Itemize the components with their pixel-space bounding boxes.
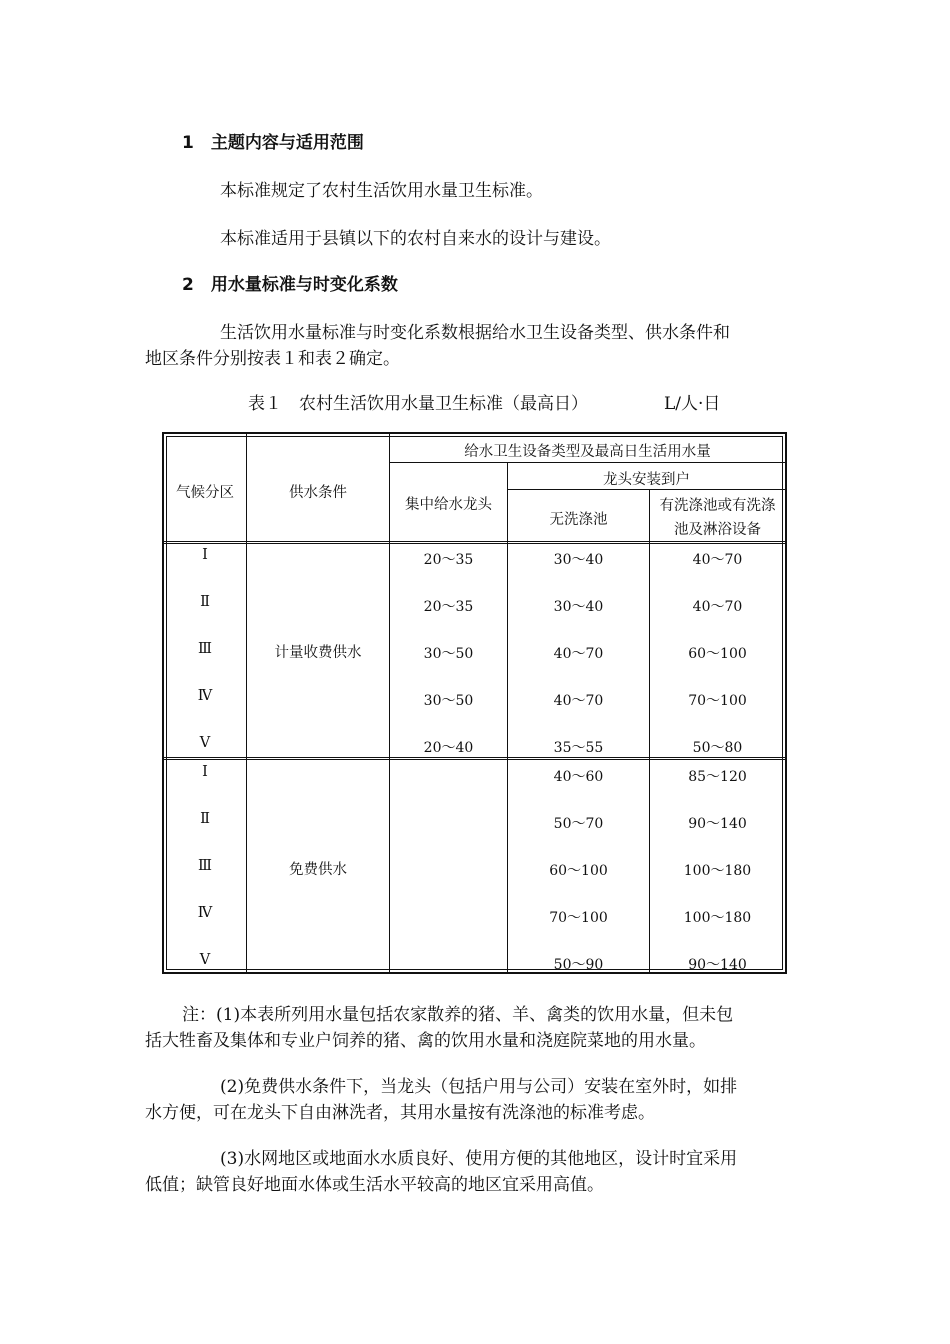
header-equipment-group: 给水卫生设备类型及最高日生活用水量 — [464, 444, 711, 460]
table-hline — [164, 757, 785, 758]
group-2-supply: 免费供水 — [289, 862, 347, 878]
header-climate-zone: 气候分区 — [176, 485, 234, 501]
no-sink-cell: 35～55 — [553, 740, 604, 756]
section-2-paragraph-line-2: 地区条件分别按表１和表２确定。 — [145, 349, 400, 369]
table-unit: L/人·日 — [664, 394, 721, 414]
table-hline — [164, 541, 785, 542]
no-sink-cell: 40～60 — [553, 769, 604, 785]
note-2-line-2: 水方便，可在龙头下自由淋洗者，其用水量按有洗涤池的标准考虑。 — [145, 1103, 655, 1123]
table-hline — [507, 489, 785, 490]
central-tap-cell: 30～50 — [423, 646, 474, 662]
zone-cell: Ⅰ — [202, 764, 208, 780]
with-sink-cell: 90～140 — [688, 816, 747, 832]
central-tap-cell: 20～40 — [423, 740, 474, 756]
no-sink-cell: 30～40 — [553, 599, 604, 615]
zone-cell: Ⅴ — [199, 952, 211, 968]
central-tap-cell: 20～35 — [423, 552, 474, 568]
section-1-paragraph-1: 本标准规定了农村生活饮用水量卫生标准。 — [220, 181, 543, 201]
section-1-heading: 1 主题内容与适用范围 — [182, 133, 364, 153]
zone-cell: Ⅲ — [198, 641, 212, 657]
table-vline — [507, 462, 508, 972]
with-sink-cell: 85～120 — [688, 769, 747, 785]
with-sink-cell: 100～180 — [683, 863, 752, 879]
no-sink-cell: 40～70 — [553, 646, 604, 662]
zone-cell: Ⅴ — [199, 735, 211, 751]
table-hline — [164, 759, 785, 760]
note-3-line-1: (3)水网地区或地面水水质良好、使用方便的其他地区，设计时宜采用 — [220, 1149, 738, 1169]
with-sink-cell: 100～180 — [683, 910, 752, 926]
zone-cell: Ⅲ — [198, 858, 212, 874]
section-2-heading: 2 用水量标准与时变化系数 — [182, 275, 398, 295]
section-2-paragraph-line-1: 生活饮用水量标准与时变化系数根据给水卫生设备类型、供水条件和 — [220, 323, 730, 343]
group-1-supply: 计量收费供水 — [274, 645, 362, 661]
header-no-sink: 无洗涤池 — [549, 512, 608, 528]
zone-cell: Ⅳ — [197, 688, 213, 704]
no-sink-cell: 40～70 — [553, 693, 604, 709]
zone-cell: Ⅱ — [200, 811, 210, 827]
header-supply-condition: 供水条件 — [289, 485, 347, 501]
table-caption: 表１ 农村生活饮用水量卫生标准（最高日） — [248, 394, 588, 414]
with-sink-cell: 50～80 — [692, 740, 743, 756]
no-sink-cell: 70～100 — [549, 910, 608, 926]
zone-cell: Ⅰ — [202, 547, 208, 563]
note-1-line-1: 注：(1)本表所列用水量包括农家散养的猪、羊、禽类的饮用水量，但未包 — [182, 1005, 734, 1025]
water-standard-table — [162, 432, 787, 974]
with-sink-cell: 90～140 — [688, 957, 747, 973]
table-vline — [246, 434, 247, 972]
with-sink-cell: 40～70 — [692, 599, 743, 615]
zone-cell: Ⅳ — [197, 905, 213, 921]
header-with-sink-line-2: 池及淋浴设备 — [674, 522, 761, 538]
no-sink-cell: 50～90 — [553, 957, 604, 973]
no-sink-cell: 60～100 — [549, 863, 608, 879]
table-hline — [164, 543, 785, 544]
with-sink-cell: 60～100 — [688, 646, 747, 662]
note-3-line-2: 低值；缺管良好地面水体或生活水平较高的地区宜采用高值。 — [145, 1175, 604, 1195]
note-2-line-1: (2)免费供水条件下，当龙头（包括户用与公司）安装在室外时，如排 — [220, 1077, 738, 1097]
note-1-line-2: 括大牲畜及集体和专业户饲养的猪、禽的饮用水量和浇庭院菜地的用水量。 — [145, 1031, 706, 1051]
with-sink-cell: 70～100 — [688, 693, 747, 709]
section-1-paragraph-2: 本标准适用于县镇以下的农村自来水的设计与建设。 — [220, 229, 611, 249]
header-with-sink-line-1: 有洗涤池或有洗涤 — [659, 498, 776, 514]
no-sink-cell: 30～40 — [553, 552, 604, 568]
with-sink-cell: 40～70 — [692, 552, 743, 568]
central-tap-cell: 30～50 — [423, 693, 474, 709]
header-central-tap: 集中给水龙头 — [405, 497, 492, 513]
table-hline — [389, 462, 785, 463]
zone-cell: Ⅱ — [200, 594, 210, 610]
no-sink-cell: 50～70 — [553, 816, 604, 832]
central-tap-cell: 20～35 — [423, 599, 474, 615]
header-tap-to-household: 龙头安装到户 — [603, 472, 690, 488]
